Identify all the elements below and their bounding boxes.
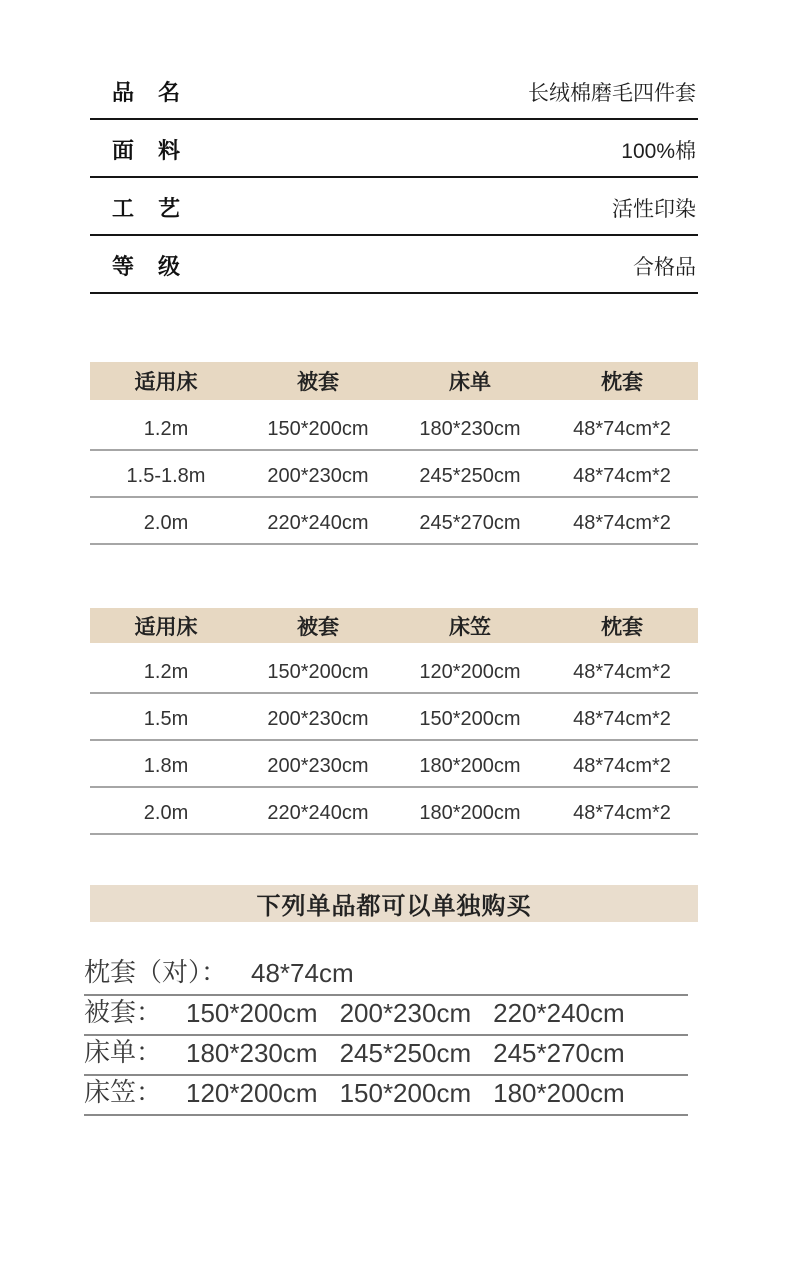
product-spec-sheet [0, 64, 790, 1283]
table-cell: 1.5m [143, 708, 189, 730]
spec-row [90, 64, 698, 120]
separate-purchase-banner: 下列单品都可以单独购买 [90, 885, 698, 922]
single-item-size: 48*74cm [251, 958, 354, 988]
table-header-row [90, 362, 698, 400]
table-header-row [90, 608, 698, 643]
size-table-sheet-set [90, 362, 698, 545]
table-cell: 150*200cm [267, 661, 369, 683]
spec-row [90, 178, 698, 236]
table-row [90, 498, 698, 545]
table-cell: 48*74cm*2 [573, 512, 671, 534]
single-item-row [84, 1036, 688, 1076]
single-item-size: 180*230cm [186, 1038, 318, 1068]
single-item-sizes [251, 958, 354, 989]
table-header-cell: 床笠 [449, 615, 491, 639]
table-cell: 180*200cm [419, 755, 521, 777]
table-header-cell: 被套 [297, 615, 339, 639]
single-item-size: 180*200cm [493, 1078, 625, 1108]
table-cell: 220*240cm [267, 512, 369, 534]
single-item-row [84, 996, 688, 1036]
single-item-label: 枕套（对）： [84, 957, 228, 987]
table-cell: 48*74cm*2 [573, 802, 671, 824]
single-item-sizes [186, 1078, 625, 1109]
spec-label: 品 名 [112, 80, 182, 105]
table-cell: 120*200cm [419, 661, 521, 683]
table-cell: 48*74cm*2 [573, 465, 671, 487]
table-cell: 1.8m [143, 755, 189, 777]
table-cell: 200*230cm [267, 755, 369, 777]
single-item-size: 245*250cm [339, 1038, 472, 1068]
table-row [90, 647, 698, 694]
content-column [84, 64, 698, 1116]
single-item-size: 245*270cm [493, 1038, 625, 1068]
table-cell: 1.5-1.8m [126, 465, 206, 487]
single-item-label: 床单： [84, 1037, 163, 1067]
table-header-cell: 床单 [449, 371, 491, 394]
spec-label: 面 料 [112, 138, 182, 163]
single-item-label: 被套： [84, 997, 163, 1027]
single-item-size: 120*200cm [186, 1078, 318, 1108]
table-header-cell: 被套 [297, 371, 339, 394]
spec-row [90, 236, 698, 294]
table-header-cell: 枕套 [601, 615, 643, 639]
spec-section [90, 64, 698, 294]
table-cell: 48*74cm*2 [573, 418, 671, 440]
table-header-cell: 适用床 [134, 615, 198, 639]
table-cell: 48*74cm*2 [573, 708, 671, 730]
table-cell: 245*250cm [419, 465, 521, 487]
table-cell: 200*230cm [267, 708, 369, 730]
table-cell: 2.0m [143, 512, 189, 534]
single-item-size: 150*200cm [339, 1078, 472, 1108]
table-header-cell: 适用床 [134, 371, 198, 394]
table-cell: 150*200cm [419, 708, 521, 730]
single-item-sizes [186, 998, 625, 1029]
table-cell: 150*200cm [267, 418, 369, 440]
table-cell: 220*240cm [267, 802, 369, 824]
table-cell: 180*200cm [419, 802, 521, 824]
spec-value: 100%棉 [621, 140, 696, 163]
table-row [90, 741, 698, 788]
single-item-size: 150*200cm [186, 998, 318, 1028]
table-cell: 180*230cm [419, 418, 521, 440]
spec-row [90, 120, 698, 178]
single-item-label: 床笠： [84, 1077, 163, 1107]
table-cell: 245*270cm [419, 512, 521, 534]
single-items-list [84, 956, 688, 1116]
table-row [90, 694, 698, 741]
single-item-size: 220*240cm [493, 998, 625, 1028]
single-item-sizes [186, 1038, 625, 1069]
table-cell: 2.0m [143, 802, 189, 824]
table-cell: 48*74cm*2 [573, 661, 671, 683]
table-cell: 48*74cm*2 [573, 755, 671, 777]
table-row [90, 451, 698, 498]
size-table-fitted-sheet-set [90, 608, 698, 835]
spec-value: 长绒棉磨毛四件套 [528, 82, 696, 105]
single-item-row [84, 956, 688, 996]
single-item-row [84, 1076, 688, 1116]
single-item-size: 200*230cm [339, 998, 472, 1028]
spec-value: 活性印染 [612, 198, 696, 221]
table-header-cell: 枕套 [601, 371, 643, 394]
spec-label: 等 级 [112, 254, 182, 279]
table-cell: 200*230cm [267, 465, 369, 487]
table-row [90, 788, 698, 835]
spec-label: 工 艺 [112, 196, 182, 221]
table-cell: 1.2m [143, 661, 189, 683]
table-cell: 1.2m [143, 418, 189, 440]
spec-value: 合格品 [633, 256, 696, 279]
table-row [90, 404, 698, 451]
